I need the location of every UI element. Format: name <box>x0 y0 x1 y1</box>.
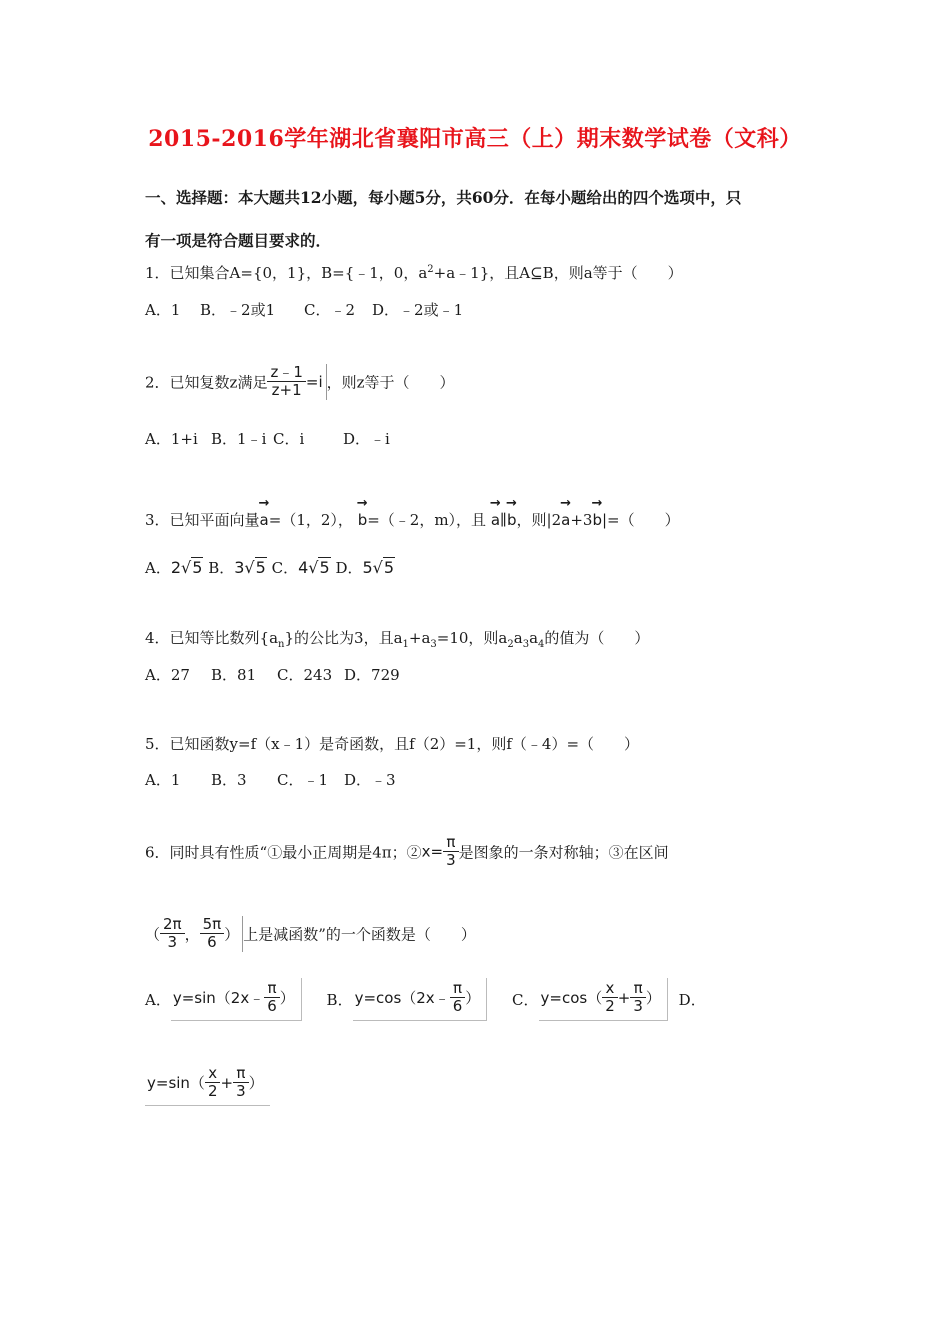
option-c[interactable]: C．﹣2 <box>304 301 356 319</box>
question-4: 4．已知等比数列$\{a_n\}$的公比为3，且$a_1+a_3=10$，则$a_2a_3a_4$的值为（ ） <box>145 629 650 650</box>
fraction-z: $\frac{z﹣1}{z+1}$ =i <box>267 364 326 400</box>
question-3: 3．已知平面向量→ a=（1，2）， → b=（﹣2，m），且 → a∥→ b，则|2→ a+3→ b|=（ ） <box>145 509 680 530</box>
question-6: 6．同时具有性质“①最小正周期是4π；②x= $\frac{\pi}{3}$ 是图象的一条对称轴；③在区间 <box>145 833 669 870</box>
option-b[interactable]: B．3√5 <box>208 558 266 577</box>
question-2-options <box>145 428 390 449</box>
vector-a: → a <box>491 511 500 529</box>
question-6-option-d[interactable]: y=sin（ $\frac{x}{2}$ + $\frac{\pi}{3}$ ） <box>145 1063 270 1106</box>
question-6-line2: （ $\frac{2\pi}{3}$ ， $\frac{5\pi}{6}$ ） 上是减函数”的一个函数是（ ） <box>145 915 476 952</box>
vector-a: → a <box>260 511 269 529</box>
question-6-options <box>145 978 706 1021</box>
option-a[interactable]: A． y=sin（2x﹣ $\frac{\pi}{6}$ ） <box>145 978 302 1021</box>
interval: （ $\frac{2\pi}{3}$ ， $\frac{5\pi}{6}$ ） <box>145 916 243 952</box>
option-a[interactable]: A．1 <box>145 771 181 789</box>
vector-b: → b <box>507 511 517 529</box>
question-1-options <box>145 299 463 320</box>
option-c[interactable]: C．4√5 <box>271 558 330 577</box>
question-5: 5．已知函数y=f（x﹣1）是奇函数，且f（2）=1，则f（﹣4）=（ ） <box>145 735 640 753</box>
option-a[interactable]: A．1 <box>145 301 181 319</box>
option-a[interactable]: A．1+i <box>145 430 198 448</box>
option-a[interactable]: A．2√5 <box>145 558 203 577</box>
option-b[interactable]: B． y=cos（2x﹣ $\frac{\pi}{6}$ ） <box>327 978 488 1021</box>
option-b[interactable]: B．﹣2或1 <box>200 301 276 319</box>
question-4-options <box>145 664 400 685</box>
vector-b: → b <box>592 511 602 529</box>
option-c[interactable]: C． y=cos（ $\frac{x}{2}$ + $\frac{\pi}{3}$ ） <box>512 978 668 1021</box>
symmetry-axis: x= $\frac{\pi}{3}$ <box>422 842 459 860</box>
option-d[interactable]: D．729 <box>344 666 400 684</box>
section-heading-line1: 一、选择题：本大题共12小题，每小题5分，共60分．在每小题给出的四个选项中，只 <box>145 188 742 207</box>
question-3-options <box>145 557 395 578</box>
option-d[interactable]: D．﹣i <box>343 430 390 448</box>
option-b[interactable]: B．3 <box>211 771 247 789</box>
option-c[interactable]: C．﹣1 <box>277 771 329 789</box>
option-c[interactable]: C．243 <box>277 666 333 684</box>
option-b[interactable]: B．1﹣i <box>211 430 267 448</box>
question-1: 1．已知集合A={0，1}，B={﹣1，0，$a^2+a﹣1$}，且A⊆B，则a等于（ ） <box>145 264 683 282</box>
option-d[interactable]: D．﹣3 <box>344 771 396 789</box>
option-d[interactable]: D．5√5 <box>335 558 395 577</box>
section-heading-line2: 有一项是符合题目要求的． <box>145 231 332 250</box>
vector-b: → b <box>358 511 368 529</box>
option-b[interactable]: B．81 <box>211 666 257 684</box>
option-d[interactable]: D．﹣2或﹣1 <box>372 301 464 319</box>
option-a[interactable]: A．27 <box>145 666 190 684</box>
option-c[interactable]: C．i <box>273 430 305 448</box>
question-2: 2．已知复数z满足 $\frac{z﹣1}{z+1}$ =i ，则z等于（ ） <box>145 363 455 400</box>
page-title: 2015-2016学年湖北省襄阳市高三（上）期末数学试卷（文科） <box>148 126 802 152</box>
question-5-options <box>145 769 396 790</box>
option-d-label[interactable]: D． <box>678 990 706 1009</box>
vector-a: → a <box>561 511 570 529</box>
